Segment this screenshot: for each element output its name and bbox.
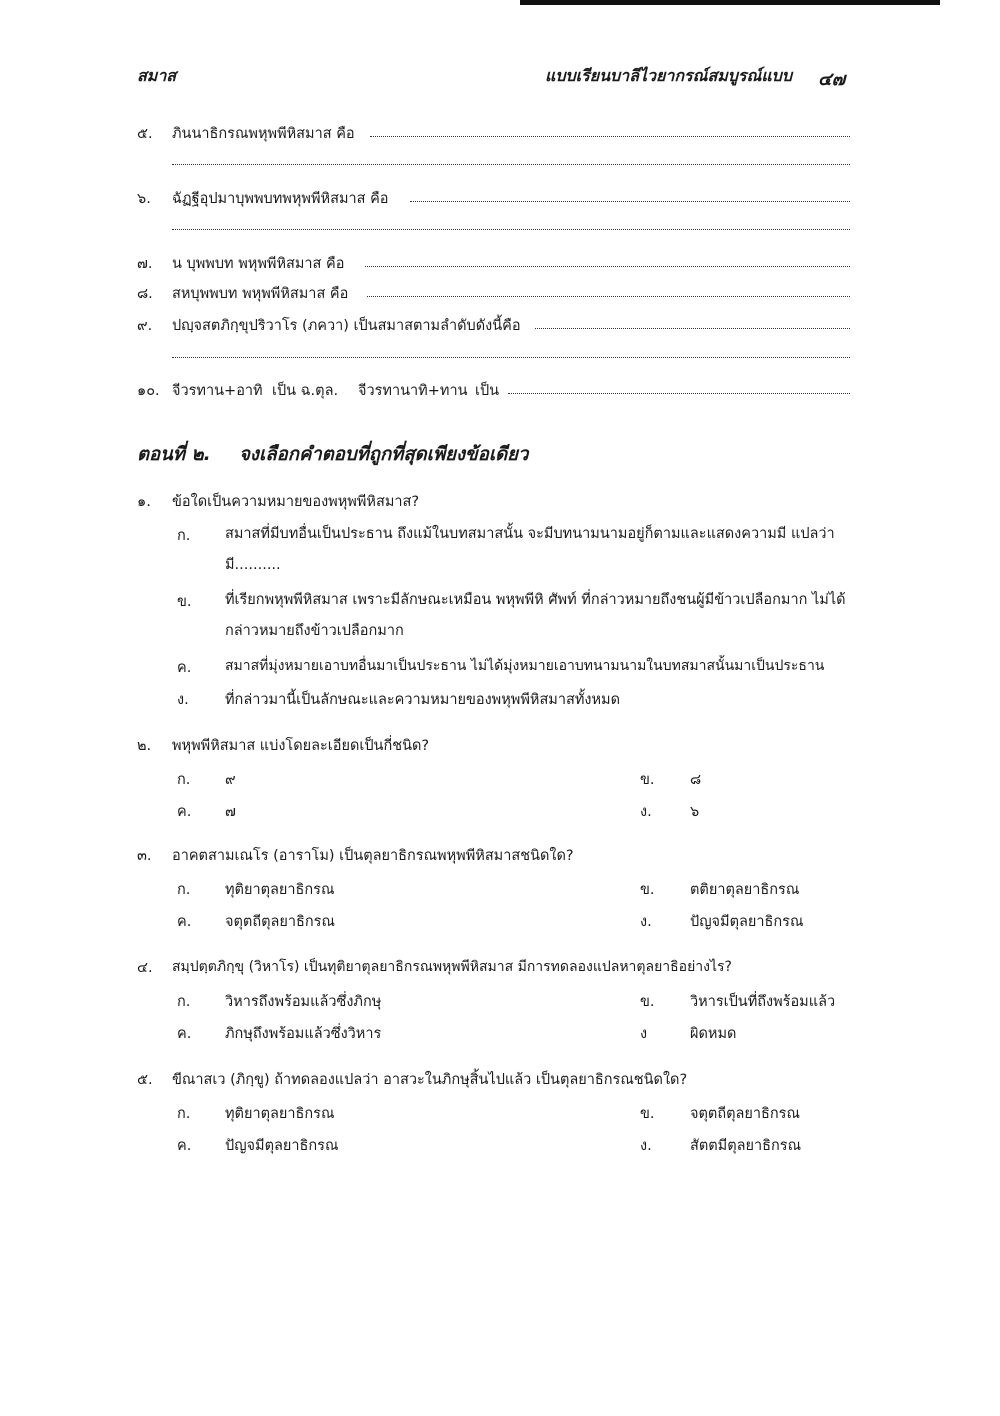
option-label[interactable]: ค. [177, 1138, 192, 1154]
item-text-part-d: เป็น [475, 383, 500, 399]
option-text: ที่กล่าวมานี้เป็นลักษณะและความหมายของพหุพพีหิสมาสทั้งหมด [225, 692, 621, 708]
answer-line[interactable] [370, 136, 850, 137]
option-label[interactable]: ค. [177, 914, 192, 930]
option-label[interactable]: ก. [177, 1106, 191, 1122]
question-stem: พหุพพีหิสมาส แบ่งโดยละเอียดเป็นกี่ชนิด? [172, 738, 430, 754]
option-text[interactable]: สัตตมีตุลยาธิกรณ [690, 1138, 802, 1154]
option-text[interactable]: ปัญจมีตุลยาธิกรณ [225, 1138, 339, 1154]
answer-line[interactable] [172, 357, 850, 358]
fill-item-5-continuation [0, 152, 1000, 176]
q2-options-row-1 [0, 768, 1000, 792]
option-text[interactable]: ๘ [690, 772, 702, 788]
option-label: ง. [177, 692, 189, 708]
q1-option-c-text[interactable]: สมาสที่มุ่งหมายเอาบทอื่นมาเป็นประธาน ไม่ได้มุ่งหมายเอาบทนามนามในบทสมาสนั้นมาเป็นประธาน [225, 658, 825, 674]
item-number: ๖. [137, 191, 151, 207]
q5-options-row-1 [0, 1102, 1000, 1126]
option-label: ข. [177, 594, 192, 610]
option-text[interactable]: ๙ [225, 772, 236, 788]
section-heading [137, 440, 528, 469]
fill-item-9-continuation [0, 345, 1000, 369]
option-label: ค. [177, 660, 192, 676]
option-label[interactable]: ง. [640, 804, 652, 820]
fill-item-6 [0, 187, 1000, 211]
option-label[interactable]: ก. [177, 882, 191, 898]
top-edge-bar [520, 0, 940, 5]
answer-line[interactable] [508, 393, 850, 394]
option-text[interactable]: ผิดหมด [690, 1026, 737, 1042]
option-text[interactable]: ตติยาตุลยาธิกรณ [690, 882, 800, 898]
option-text[interactable]: จตุตถีตุลยาธิกรณ [690, 1106, 800, 1122]
question-number: ๑. [137, 494, 151, 510]
item-text: สหบุพพบท พหุพพีหิสมาส คือ [172, 286, 349, 302]
option-label[interactable]: ก. [177, 772, 191, 788]
item-number: ๙. [137, 318, 153, 334]
section-instruction: จงเลือกคำตอบที่ถูกที่สุดเพียงข้อเดียว [239, 444, 529, 465]
answer-line[interactable] [365, 266, 850, 267]
question-stem: ข้อใดเป็นความหมายของพหุพพีหิสมาส? [172, 494, 420, 510]
option-text[interactable]: ทุติยาตุลยาธิกรณ [225, 882, 335, 898]
question-number: ๔. [137, 960, 153, 976]
option-label[interactable]: ข. [640, 994, 655, 1010]
fill-item-5 [0, 122, 1000, 146]
answer-line[interactable] [535, 328, 850, 329]
option-label[interactable]: ง. [640, 1138, 652, 1154]
answer-line[interactable] [172, 229, 850, 230]
q1-option-d[interactable] [0, 688, 1000, 712]
item-text: ปญฺจสตภิกฺขุปริวาโร (ภควา) เป็นสมาสตามลำดับดังนี้คือ [172, 318, 521, 334]
item-text-part-c: จีวรทานาทิ+ทาน [358, 383, 468, 399]
item-number: ๘. [137, 286, 153, 302]
question-5 [0, 1068, 1000, 1092]
question-number: ๒. [137, 738, 152, 754]
item-text: น บุพพบท พหุพพีหิสมาส คือ [172, 256, 345, 272]
question-stem: สมฺปตฺตภิกฺขุ (วิหาโร) เป็นทุติยาตุลยาธิกรณพหุพพีหิสมาส มีการทดลองแปลหาตุลยาธิอย่างไร? [172, 959, 732, 975]
q3-options-row-2 [0, 910, 1000, 934]
fill-item-10 [0, 379, 1000, 403]
option-text[interactable]: ปัญจมีตุลยาธิกรณ [690, 914, 804, 930]
question-stem: อาคตสามเณโร (อาราโม) เป็นตุลยาธิกรณพหุพพีหิสมาสชนิดใด? [172, 848, 574, 864]
option-label[interactable]: ง. [640, 914, 652, 930]
item-number: ๗. [137, 256, 153, 272]
running-header-title: แบบเรียนบาลีไวยากรณ์สมบูรณ์แบบ [545, 66, 792, 85]
item-text-part-b: เป็น ฉ.ตุล. [272, 383, 339, 399]
fill-item-7 [0, 252, 1000, 276]
option-label[interactable]: ค. [177, 804, 192, 820]
q1-option-b-text[interactable]: ที่เรียกพหุพพีหิสมาส เพราะมีลักษณะเหมือน พหุพพีหิ ศัพท์ ที่กล่าวหมายถึงชนผู้มีข้าวเปลือกมาก ไม่ได้กล่าวหมายถึงข้าวเปลือกมาก [225, 592, 846, 639]
question-2 [0, 734, 1000, 758]
fill-item-8 [0, 282, 1000, 306]
item-number: ๕. [137, 126, 153, 142]
option-label[interactable]: ข. [640, 772, 655, 788]
q2-options-row-2 [0, 800, 1000, 824]
item-text-part-a: จีวรทาน+อาทิ [172, 383, 263, 399]
q5-options-row-2 [0, 1134, 1000, 1158]
option-text[interactable]: วิหารถึงพร้อมแล้วซึ่งภิกษุ [225, 994, 382, 1010]
option-label: ก. [177, 528, 191, 544]
option-text[interactable]: ทุติยาตุลยาธิกรณ [225, 1106, 335, 1122]
page-number: ๔๗ [818, 69, 846, 90]
answer-line[interactable] [172, 164, 850, 165]
question-number: ๕. [137, 1072, 153, 1088]
item-number: ๑๐. [137, 383, 160, 399]
fill-item-9 [0, 314, 1000, 338]
running-header-left: สมาส [137, 66, 177, 85]
question-3 [0, 844, 1000, 868]
option-label[interactable]: ข. [640, 1106, 655, 1122]
q4-options-row-2 [0, 1022, 1000, 1046]
section-number: ตอนที่ ๒. [137, 444, 211, 465]
answer-line[interactable] [410, 201, 850, 202]
option-label[interactable]: ค. [177, 1026, 192, 1042]
option-text[interactable]: วิหารเป็นที่ถึงพร้อมแล้ว [690, 994, 836, 1010]
option-text[interactable]: ๗ [225, 804, 236, 820]
option-text[interactable]: ภิกษุถึงพร้อมแล้วซึ่งวิหาร [225, 1026, 382, 1042]
option-label[interactable]: ง [640, 1026, 648, 1042]
answer-line[interactable] [367, 296, 850, 297]
item-text: ภินนาธิกรณพหุพพีหิสมาส คือ [172, 126, 355, 142]
question-1 [0, 490, 1000, 514]
option-label[interactable]: ก. [177, 994, 191, 1010]
option-text[interactable]: จตุตถีตุลยาธิกรณ [225, 914, 335, 930]
option-label[interactable]: ข. [640, 882, 655, 898]
question-number: ๓. [137, 848, 152, 864]
q1-option-a-text[interactable]: สมาสที่มีบทอื่นเป็นประธาน ถึงแม้ในบทสมาสนั้น จะมีบทนามนามอยู่ก็ตามและแสดงความมี แปลว่า มี.......... [225, 526, 835, 573]
item-text: ฉัฏฐีอุปมาบุพพบทพหุพพีหิสมาส คือ [172, 191, 389, 207]
fill-item-6-continuation [0, 217, 1000, 241]
q4-options-row-1 [0, 990, 1000, 1014]
option-text[interactable]: ๖ [690, 804, 700, 820]
q3-options-row-1 [0, 878, 1000, 902]
question-4 [0, 956, 1000, 980]
question-stem: ขีณาสเว (ภิกฺขู) ถ้าทดลองแปลว่า อาสวะในภิกษุสิ้นไปแล้ว เป็นตุลยาธิกรณชนิดใด? [172, 1072, 688, 1088]
